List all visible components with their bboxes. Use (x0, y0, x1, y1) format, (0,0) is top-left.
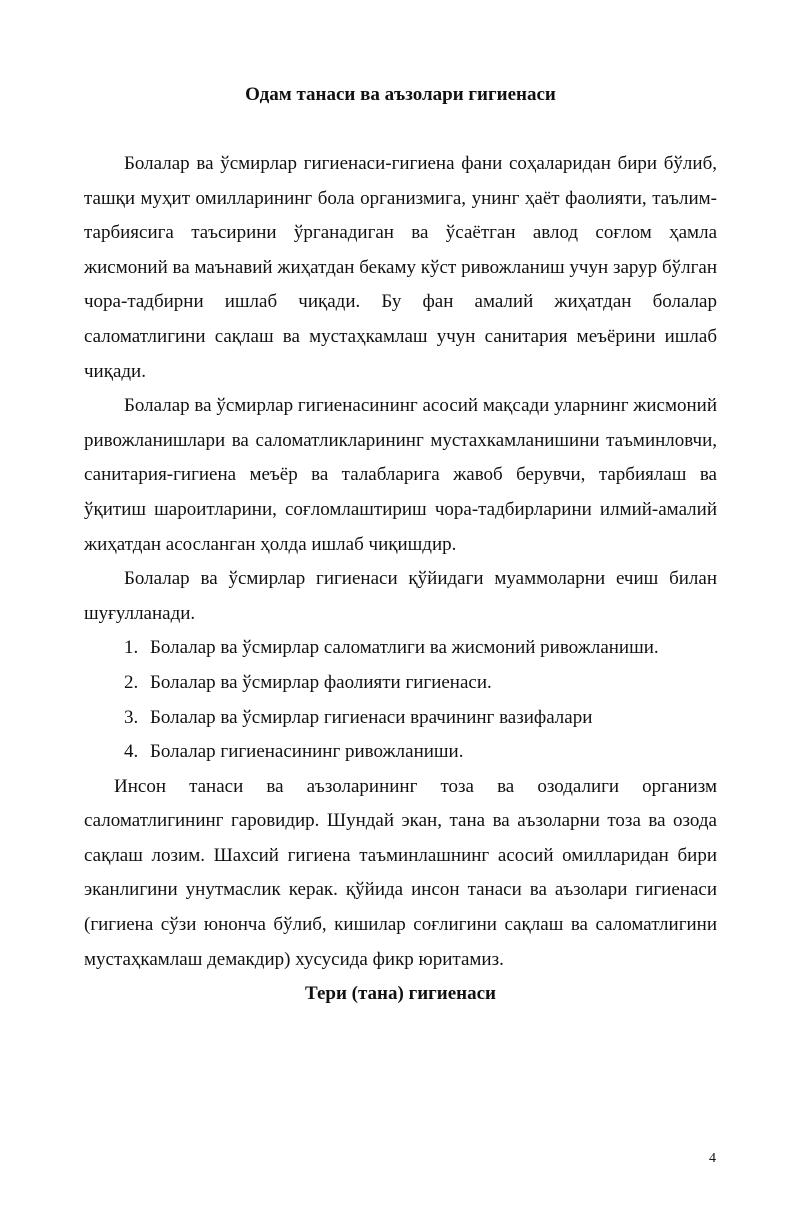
list-item-text: Болалар гигиенасининг ривожланиши. (150, 741, 464, 763)
problems-list (84, 631, 717, 769)
paragraph-1: Болалар ва ўсмирлар гигиенаси-гигиена фани соҳаларидан бири бўлиб, ташқи муҳит омилларининг бола организмига, унинг ҳаёт фаолияти, таълим-тарбиясига таъсирини ўрганадиган ва ўсаётган авлод соғлом ҳамла жисмоний ва маънавий жиҳатдан бекаму кўст ривожланиш учун зарур бўлган чора-тадбирни ишлаб чиқади. Бу фан амалий жиҳатдан болалар саломатлигини сақлаш ва мустаҳкамлаш учун санитария меъёрини ишлаб чиқади. (84, 153, 717, 382)
list-item (84, 666, 717, 701)
paragraph-closing: Инсон танаси ва аъзоларининг тоза ва озодалиги организм саломатлигининг гаровидир. Шундай экан, тана ва аъзоларни тоза ва озода сақлаш лозим. Шахсий гигиена таъминлашнинг асосий омилларидан бири эканлигини унутмаслик керак. қўйида инсон танаси ва аъзолари гигиенаси (гигиена сўзи юнонча бўлиб, кишилар соғлигини сақлаш ва саломатлигини мустаҳкамлаш демакдир) хусусида фикр юритамиз. (84, 775, 717, 970)
list-item-number: 3. (124, 706, 139, 728)
document-title: Одам танаси ва аъзолари гигиенаси (245, 84, 556, 105)
list-item-text: Болалар ва ўсмирлар саломатлиги ва жисмоний ривожланиши. (150, 637, 659, 659)
page-number: 4 (709, 1151, 716, 1166)
section-subtitle: Тери (тана) гигиенаси (305, 983, 496, 1005)
list-item-text: Болалар ва ўсмирлар гигиенаси врачининг вазифалари (150, 706, 593, 728)
paragraph-3: Болалар ва ўсмирлар гигиенаси қўйидаги муаммоларни ечиш билан шуғулланади. (84, 568, 717, 624)
list-item-number: 4. (124, 741, 139, 763)
list-item (84, 735, 717, 770)
paragraph-2: Болалар ва ўсмирлар гигиенасининг асосий мақсади уларнинг жисмоний ривожланишлари ва саломатликларининг мустахкамланишини таъминловчи, санитария-гигиена меъёр ва талабларига жавоб берувчи, тарбиялаш ва ўқитиш шароитларини, соғломлаштириш чора-тадбирларини илмий-амалий жиҳатдан асосланган ҳолда ишлаб чиқишдир. (84, 395, 717, 555)
list-item (84, 701, 717, 736)
list-item-number: 2. (124, 671, 139, 693)
list-item-number: 1. (124, 637, 139, 659)
list-item-text: Болалар ва ўсмирлар фаолияти гигиенаси. (150, 671, 492, 693)
document-page (84, 78, 717, 1011)
list-item (84, 631, 717, 666)
